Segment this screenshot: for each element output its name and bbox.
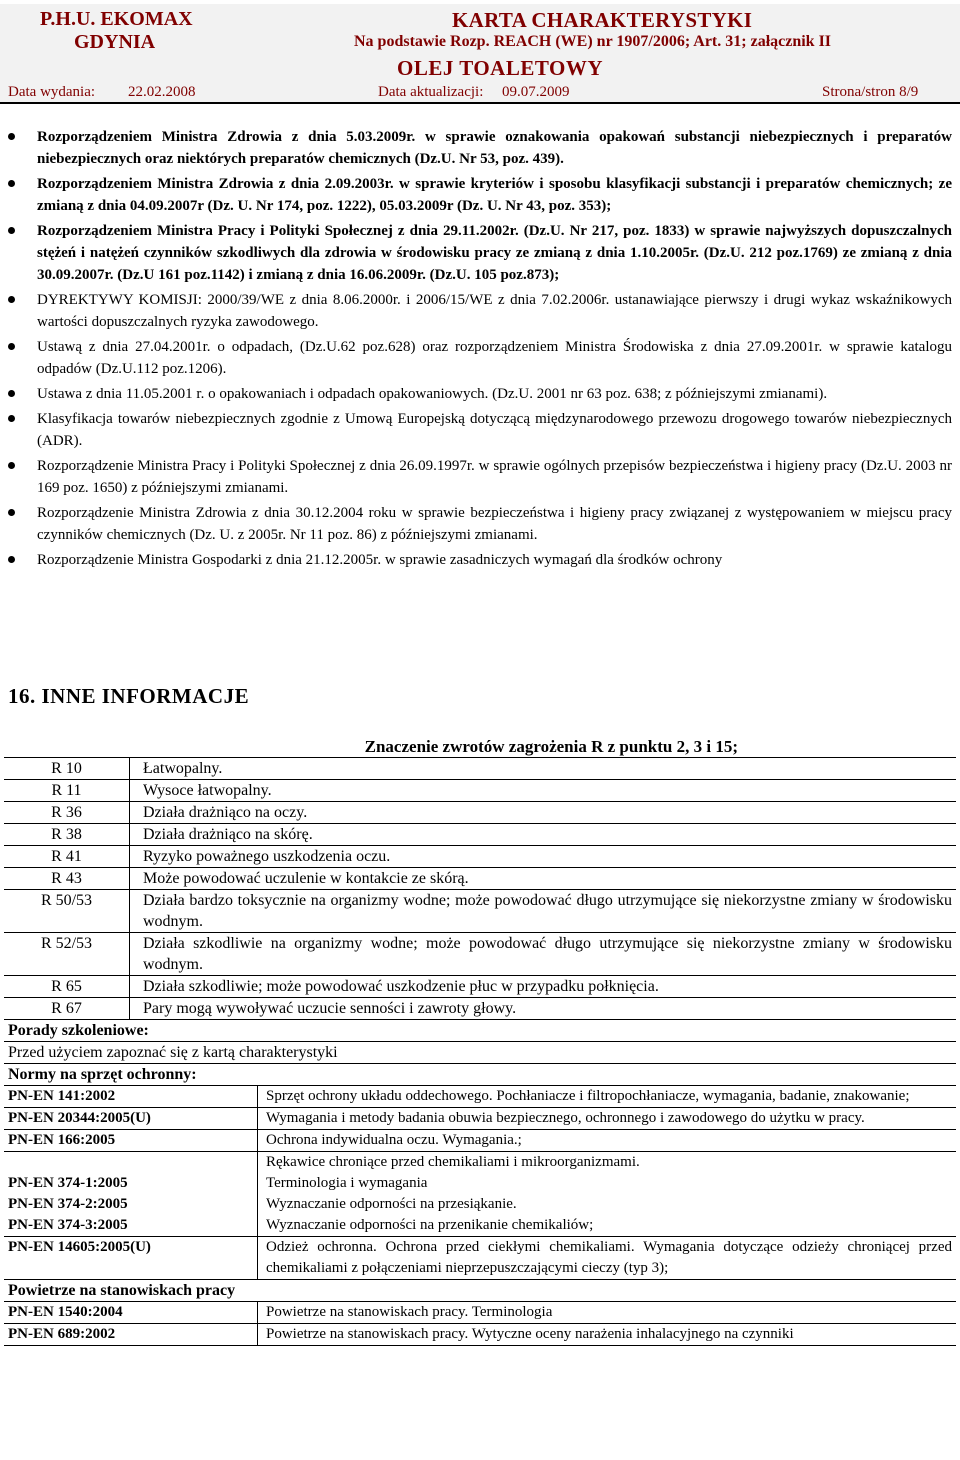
- standard-row: [4, 1237, 956, 1280]
- bullet-icon: [8, 133, 15, 140]
- table-heading-row: [4, 732, 956, 758]
- r-phrase-code: R 38: [4, 824, 130, 846]
- standard-code-line: PN-EN 14605:2005(U): [8, 1239, 151, 1255]
- update-date: 09.07.2009: [502, 84, 570, 100]
- air-standards-label-row: [4, 1280, 956, 1302]
- regulation-text: Rozporządzenie Ministra Pracy i Polityki Społecznej z dnia 26.09.1997r. w sprawie ogólnych przepisów bezpieczeństwa i higieny pracy (Dz.U. 2003 nr 169 poz. 1650) z późniejszymi zmianami.: [37, 458, 952, 496]
- standard-code: [4, 1152, 258, 1237]
- regulation-item: [0, 336, 960, 380]
- regulation-text: Ustawa z dnia 11.05.2001 r. o opakowaniach i odpadach opakowaniowych. (Dz.U. 2001 nr 63 poz. 638; z późniejszymi zmianami).: [37, 386, 828, 402]
- standard-description-line: Rękawice chroniące przed chemikaliami i mikroorganizmami.: [266, 1154, 640, 1170]
- r-phrase-row: [4, 933, 956, 976]
- standard-code: [4, 1086, 258, 1108]
- standard-description: [258, 1237, 956, 1280]
- standard-description-line: Odzież ochronna. Ochrona przed ciekłymi chemikaliami. Wymagania dotyczące odzieży chroniącej przed chemikaliami z połączeniami nieprzepuszczającymi cieczy (typ 3);: [266, 1239, 952, 1276]
- r-phrase-text: Działa bardzo toksycznie na organizmy wodne; może powodować długo utrzymujące się niekorzystne zmiany w środowisku wodnym.: [130, 890, 956, 933]
- r-phrase-row: [4, 758, 956, 780]
- regulation-item: [0, 220, 960, 286]
- bullet-icon: [8, 296, 15, 303]
- air-standard-code: PN-EN 1540:2004: [4, 1302, 258, 1324]
- r-phrase-code: R 41: [4, 846, 130, 868]
- standard-code-line: PN-EN 374-2:2005: [8, 1196, 128, 1212]
- air-standard-row: [4, 1302, 956, 1324]
- r-phrase-text: Ryzyko poważnego uszkodzenia oczu.: [130, 846, 956, 868]
- bullet-icon: [8, 556, 15, 563]
- standard-code: [4, 1237, 258, 1280]
- standard-description: [258, 1130, 956, 1152]
- r-phrase-code: R 11: [4, 780, 130, 802]
- air-standard-text: Powietrze na stanowiskach pracy. Terminologia: [258, 1302, 956, 1324]
- regulation-item: [0, 455, 960, 499]
- air-standard-code: PN-EN 689:2002: [4, 1324, 258, 1346]
- r-phrase-row: [4, 780, 956, 802]
- r-phrase-code: R 36: [4, 802, 130, 824]
- update-date-label: Data aktualizacji:: [378, 84, 484, 100]
- company-city: GDYNIA: [74, 31, 156, 53]
- regulation-item: [0, 126, 960, 170]
- bullet-icon: [8, 343, 15, 350]
- regulation-text: Rozporządzeniem Ministra Pracy i Polityki Społecznej z dnia 29.11.2002r. (Dz.U. Nr 217, poz. 1833) w sprawie najwyższych dopuszczalnych stężeń i natężeń czynników szkodliwych dla zdrowia w środowisku pracy ze zmianą z dnia 1.10.2005r. (Dz.U. 212 poz.1769) ze zmianą z dnia 30.09.2007r. (Dz.U 161 poz.1142) i zmianą z dnia 16.06.2009r. (Dz.U. 105 poz.873);: [37, 223, 952, 283]
- standard-code: [4, 1108, 258, 1130]
- standard-code-line: PN-EN 20344:2005(U): [8, 1110, 151, 1126]
- product-name: OLEJ TOALETOWY: [397, 56, 603, 80]
- r-phrase-code: R 43: [4, 868, 130, 890]
- standard-description-line: Sprzęt ochrony układu oddechowego. Pochłaniacze i filtropochłaniacze, wymagania, badanie, znakowanie;: [266, 1088, 910, 1104]
- document-subtitle: Na podstawie Rozp. REACH (WE) nr 1907/2006; Art. 31; załącznik II: [354, 33, 832, 50]
- regulation-text: Rozporządzenie Ministra Gospodarki z dnia 21.12.2005r. w sprawie zasadniczych wymagań dla środków ochrony: [37, 552, 723, 568]
- standard-description-line: Ochrona indywidualna oczu. Wymagania.;: [266, 1132, 522, 1148]
- training-text-row: [4, 1042, 956, 1064]
- r-phrase-text: Działa drażniąco na oczy.: [130, 802, 956, 824]
- standard-description-line: Wymagania i metody badania obuwia bezpiecznego, ochronnego i zawodowego do użytku w pracy.: [266, 1110, 865, 1126]
- standard-code-line: PN-EN 374-3:2005: [8, 1217, 128, 1233]
- r-phrase-row: [4, 802, 956, 824]
- r-phrase-code: R 50/53: [4, 890, 130, 933]
- bullet-icon: [8, 180, 15, 187]
- bullet-icon: [8, 415, 15, 422]
- standards-label-row: [4, 1064, 956, 1086]
- issue-date: 22.02.2008: [128, 84, 196, 100]
- standard-description: [258, 1108, 956, 1130]
- r-phrase-row: [4, 890, 956, 933]
- regulation-text: Ustawą z dnia 27.04.2001r. o odpadach, (Dz.U.62 poz.628) oraz rozporządzeniem Ministra Środowiska z dnia 27.09.2001r. w sprawie katalogu odpadów (Dz.U.112 poz.1206).: [37, 339, 952, 377]
- info-table: [4, 732, 956, 1346]
- standard-description-line: Terminologia i wymagania: [266, 1175, 428, 1191]
- r-phrase-code: R 10: [4, 758, 130, 780]
- bullet-icon: [8, 509, 15, 516]
- air-standard-text: Powietrze na stanowiskach pracy. Wytyczne oceny narażenia inhalacyjnego na czynniki: [258, 1324, 956, 1346]
- r-phrase-row: [4, 824, 956, 846]
- air-standard-row: [4, 1324, 956, 1346]
- standard-code: [4, 1130, 258, 1152]
- regulation-text: Rozporządzenie Ministra Zdrowia z dnia 30.12.2004 roku w sprawie bezpieczeństwa i higieny pracy związanej z występowaniem w miejscu pracy czynników chemicznych (Dz. U. z 2005r. Nr 11 poz. 86) z późniejszymi zmianami.: [37, 505, 952, 543]
- r-phrase-text: Działa szkodliwie na organizmy wodne; może powodować długo utrzymujące się niekorzystne zmiany w środowisku wodnym.: [130, 933, 956, 976]
- regulation-text: Klasyfikacja towarów niebezpiecznych zgodnie z Umową Europejską dotyczącą międzynarodowego przewozu drogowego towarów niebezpiecznych (ADR).: [37, 411, 952, 449]
- standard-row: [4, 1152, 956, 1237]
- table-heading: Znaczenie zwrotów zagrożenia R z punktu 2, 3 i 15;: [4, 732, 956, 758]
- training-label: Porady szkoleniowe:: [4, 1020, 956, 1042]
- regulation-item: [0, 289, 960, 333]
- standard-description-line: Wyznaczanie odporności na przenikanie chemikaliów;: [266, 1217, 594, 1233]
- regulation-text: Rozporządzeniem Ministra Zdrowia z dnia 2.09.2003r. w sprawie kryteriów i sposobu klasyfikacji substancji i preparatów chemicznych; ze zmianą z dnia 04.09.2007r (Dz. U. Nr 174, poz. 1222), 05.03.2009r (Dz. U. Nr 43, poz. 353);: [37, 176, 952, 214]
- r-phrase-code: R 65: [4, 976, 130, 998]
- r-phrase-text: Łatwopalny.: [130, 758, 956, 780]
- standards-label: Normy na sprzęt ochronny:: [4, 1064, 956, 1086]
- r-phrase-text: Może powodować uczulenie w kontakcie ze skórą.: [130, 868, 956, 890]
- bullet-icon: [8, 227, 15, 234]
- company-name: P.H.U. EKOMAX: [40, 8, 193, 30]
- r-phrase-text: Wysoce łatwopalny.: [130, 780, 956, 802]
- r-phrase-row: [4, 868, 956, 890]
- document-header: [0, 0, 960, 104]
- regulation-text: Rozporządzeniem Ministra Zdrowia z dnia 5.03.2009r. w sprawie oznakowania opakowań substancji niebezpiecznych i preparatów niebezpiecznych oraz niektórych preparatów chemicznych (Dz.U. Nr 53, poz. 439).: [37, 129, 952, 167]
- standard-row: [4, 1130, 956, 1152]
- standard-row: [4, 1108, 956, 1130]
- bullet-icon: [8, 462, 15, 469]
- standard-description: [258, 1086, 956, 1108]
- page-number: Strona/stron 8/9: [822, 84, 919, 100]
- r-phrase-row: [4, 976, 956, 998]
- r-phrase-text: Działa drażniąco na skórę.: [130, 824, 956, 846]
- r-phrase-row: [4, 846, 956, 868]
- regulations-list: [0, 126, 960, 574]
- standard-row: [4, 1086, 956, 1108]
- r-phrase-text: Działa szkodliwie; może powodować uszkodzenie płuc w przypadku połknięcia.: [130, 976, 956, 998]
- standard-code-line: [8, 1152, 257, 1173]
- regulation-item: [0, 549, 960, 571]
- training-label-row: [4, 1020, 956, 1042]
- header-divider: [0, 102, 960, 104]
- standard-description: [258, 1152, 956, 1237]
- r-phrase-row: [4, 998, 956, 1020]
- regulation-item: [0, 408, 960, 452]
- section-16-title: 16. INNE INFORMACJE: [8, 684, 250, 708]
- regulation-item: [0, 173, 960, 217]
- standard-code-line: PN-EN 166:2005: [8, 1132, 116, 1148]
- regulation-item: [0, 383, 960, 405]
- issue-date-label: Data wydania:: [8, 84, 96, 100]
- regulation-item: [0, 502, 960, 546]
- standard-code-line: PN-EN 141:2002: [8, 1088, 116, 1104]
- regulation-text: DYREKTYWY KOMISJI: 2000/39/WE z dnia 8.06.2000r. i 2006/15/WE z dnia 7.02.2006r. ustanawiające pierwszy i drugi wykaz wskaźnikowych wartości dopuszczalnych ryzyka zawodowego.: [37, 292, 952, 330]
- header-meta: [0, 84, 960, 102]
- standard-code-line: PN-EN 374-1:2005: [8, 1175, 128, 1191]
- training-text: Przed użyciem zapoznać się z kartą charakterystyki: [4, 1042, 956, 1064]
- standard-description-line: Wyznaczanie odporności na przesiąkanie.: [266, 1196, 517, 1212]
- document-title: KARTA CHARAKTERYSTYKI: [452, 8, 753, 32]
- r-phrase-code: R 52/53: [4, 933, 130, 976]
- r-phrase-code: R 67: [4, 998, 130, 1020]
- air-standards-label: Powietrze na stanowiskach pracy: [4, 1280, 956, 1302]
- bullet-icon: [8, 390, 15, 397]
- r-phrase-text: Pary mogą wywoływać uczucie senności i zawroty głowy.: [130, 998, 956, 1020]
